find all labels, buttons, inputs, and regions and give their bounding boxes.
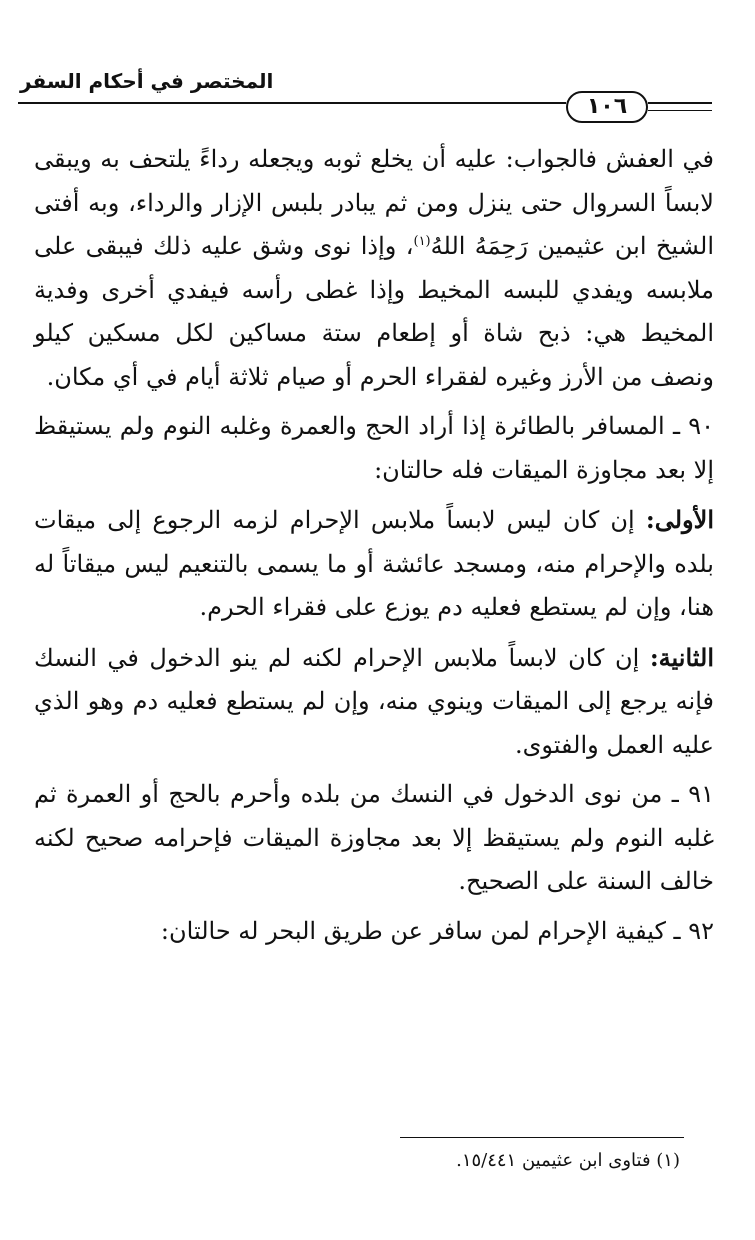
page-number: ١٠٦ — [566, 91, 648, 123]
paragraph-1 — [34, 138, 714, 399]
running-title: المختصر في أحكام السفر — [20, 69, 274, 93]
paragraph-1-text-b: ، وإذا نوى وشق عليه ذلك فيبقى على ملابسه ويفدي للبسه المخيط وإذا غطى رأسه فيفدي أخرى وفدية المخيط هي: ذبح شاة أو إطعام ستة مساكين لكل مسكين كيلو ونصف من الأرز وغيره لفقراء الحرم أو صيام ثلاثة أيام في أي مكان. — [34, 232, 714, 391]
paragraph-92: ٩٢ ـ كيفية الإحرام لمن سافر عن طريق البحر له حالتان: — [160, 916, 714, 945]
first-case-heading: الأولى: — [645, 505, 714, 534]
paragraph-first-case — [34, 498, 714, 630]
header-rule-right-thin — [648, 110, 712, 111]
paragraph-90: ٩٠ ـ المسافر بالطائرة إذا أراد الحج والعمرة وغلبه النوم ولم يستيقظ إلا بعد مجاوزة الميقات فله حالتان: — [34, 412, 714, 484]
footnote-reference: (١) — [413, 234, 431, 249]
footnote-divider — [400, 1137, 684, 1138]
second-case-heading: الثانية: — [649, 642, 714, 672]
paragraph-1-text-a: في العفش فالجواب: عليه أن يخلع ثوبه ويجعله رداءً يلتحف به ويبقى لابساً السروال حتى ينزل ومن ثم يبادر بلبس الإزار والرداء، وبه أفتى الشيخ ابن عثيمين رَحِمَهُ اللهُ — [34, 145, 714, 260]
first-case-text: إن كان ليس لابساً ملابس الإحرام لزمه الرجوع إلى ميقات بلده والإحرام منه، ومسجد عائشة أو ما يسمى بالتنعيم ليس ميقاتاً له هنا، وإن لم يستطع فعليه دم يوزع على فقراء الحرم. — [34, 506, 714, 621]
header-rule-right — [648, 102, 712, 104]
footnote: (١) فتاوى ابن عثيمين ١٥/٤٤١. — [456, 1150, 680, 1171]
paragraph-second-case — [34, 636, 714, 768]
body-text — [34, 138, 714, 959]
second-case-text: إن كان لابساً ملابس الإحرام لكنه لم ينو الدخول في النسك فإنه يرجع إلى الميقات وينوي منه، وإن لم يستطع فعليه دم وهو الذي عليه العمل والفتوى. — [34, 643, 714, 759]
paragraph-91: ٩١ ـ من نوى الدخول في النسك من بلده وأحرم بالحج أو العمرة ثم غلبه النوم ولم يستيقظ إلا بعد مجاوزة الميقات فإحرامه صحيح لكنه خالف السنة على الصحيح. — [34, 780, 714, 895]
header-rule — [18, 102, 566, 104]
